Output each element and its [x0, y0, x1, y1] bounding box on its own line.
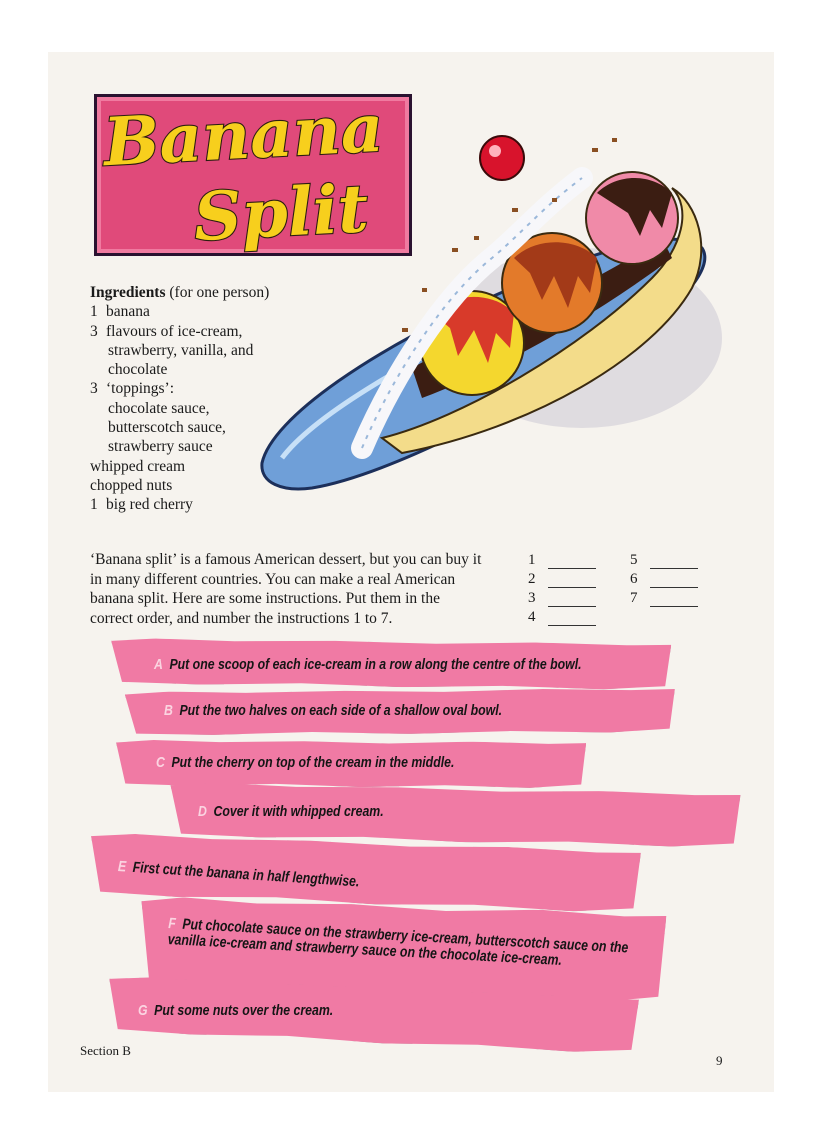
- ingredient-text: butterscotch sauce,: [108, 419, 226, 437]
- ingredient-qty: 3: [90, 380, 98, 398]
- ingredients-heading: [90, 283, 350, 302]
- instruction-c[interactable]: [156, 754, 454, 771]
- instruction-text: Put the cherry on top of the cream in the middle.: [171, 754, 455, 771]
- ingredient-item: [90, 418, 350, 437]
- answer-slot-6[interactable]: [630, 571, 698, 588]
- instruction-text: First cut the banana in half lengthwise.: [132, 858, 360, 891]
- ingredient-text: strawberry sauce: [108, 438, 213, 456]
- ingredient-item: [90, 437, 350, 456]
- answer-blanks: [528, 552, 718, 632]
- ingredient-item: [90, 379, 350, 398]
- instruction-letter: B: [164, 702, 173, 719]
- ingredient-item: [90, 476, 350, 495]
- answer-blank-line[interactable]: [548, 556, 596, 569]
- answer-number: 3: [528, 590, 536, 606]
- answer-slot-1[interactable]: [528, 552, 596, 569]
- ingredient-text: ‘toppings’:: [106, 380, 175, 398]
- answer-number: 2: [528, 571, 536, 587]
- answer-blank-line[interactable]: [650, 594, 698, 607]
- ingredient-item: [90, 457, 350, 476]
- instruction-text: Put the two halves on each side of a shallow oval bowl.: [179, 702, 503, 719]
- answer-blank-line[interactable]: [650, 556, 698, 569]
- ingredient-text: banana: [106, 303, 150, 321]
- instruction-letter: E: [117, 858, 127, 876]
- instruction-text: Put one scoop of each ice-cream in a row along the centre of the bowl.: [169, 656, 582, 673]
- instruction-text: Cover it with whipped cream.: [213, 803, 384, 820]
- answer-blank-line[interactable]: [650, 575, 698, 588]
- answer-number: 6: [630, 571, 638, 587]
- instruction-letter: G: [138, 1002, 148, 1019]
- ingredient-item: [90, 341, 350, 360]
- answer-slot-7[interactable]: [630, 590, 698, 607]
- ingredient-item: [90, 399, 350, 418]
- answer-blank-line[interactable]: [548, 575, 596, 588]
- answer-number: 5: [630, 552, 638, 568]
- instruction-letter: F: [168, 915, 177, 933]
- title-line-1: Banana: [101, 88, 386, 182]
- ingredient-item: [90, 302, 350, 321]
- intro-paragraph: [90, 550, 510, 628]
- instruction-letter: C: [156, 754, 165, 771]
- section-label: Section B: [80, 1043, 131, 1058]
- instruction-text: Put chocolate sauce on the strawberry ice-cream, butterscotch sauce on the vanilla ice-cream and strawberry sauce on the chocolate ice-cream.: [167, 915, 629, 969]
- ingredient-text: flavours of ice-cream,: [106, 322, 243, 340]
- intro-line: ‘Banana split’ is a famous American dessert, but you can buy it: [90, 551, 482, 568]
- intro-line: in many different countries. You can make a real American: [90, 570, 456, 588]
- ingredient-item: [90, 322, 350, 341]
- ingredient-text: big red cherry: [106, 496, 193, 514]
- ingredients-heading-note: (for one person): [169, 284, 270, 301]
- ingredients-list: [90, 283, 350, 515]
- ingredient-text: strawberry, vanilla, and: [108, 341, 254, 359]
- instruction-text: Put some nuts over the cream.: [154, 1002, 334, 1019]
- ingredient-qty: 3: [90, 322, 98, 340]
- intro-line: correct order, and number the instructions 1 to 7.: [90, 609, 393, 627]
- answer-number: 1: [528, 552, 536, 568]
- answer-number: 4: [528, 609, 536, 625]
- ingredient-text: chopped nuts: [90, 476, 173, 494]
- page-number: 9: [716, 1053, 723, 1068]
- instruction-b[interactable]: [164, 702, 502, 719]
- ingredients-heading-label: Ingredients: [90, 284, 166, 301]
- answer-slot-5[interactable]: [630, 552, 698, 569]
- ingredient-text: chocolate: [108, 361, 168, 379]
- answer-blank-line[interactable]: [548, 613, 596, 626]
- instruction-a[interactable]: [154, 656, 582, 673]
- intro-line: banana split. Here are some instructions. Put them in the: [90, 590, 440, 607]
- ingredient-item: [90, 360, 350, 379]
- answer-slot-2[interactable]: [528, 571, 596, 588]
- answer-number: 7: [630, 590, 638, 606]
- instruction-letter: A: [154, 656, 163, 673]
- answer-blank-line[interactable]: [548, 594, 596, 607]
- instruction-d[interactable]: [198, 803, 384, 820]
- instruction-g[interactable]: [138, 1002, 333, 1019]
- ingredient-qty: 1: [90, 496, 98, 514]
- answer-slot-3[interactable]: [528, 590, 596, 607]
- ingredient-qty: 1: [90, 303, 98, 321]
- ingredient-text: chocolate sauce,: [108, 399, 210, 417]
- ingredient-item: [90, 495, 350, 514]
- ingredient-text: whipped cream: [90, 457, 186, 475]
- answer-slot-4[interactable]: [528, 609, 596, 626]
- title-line-2: Split: [191, 169, 371, 256]
- instruction-letter: D: [198, 803, 207, 820]
